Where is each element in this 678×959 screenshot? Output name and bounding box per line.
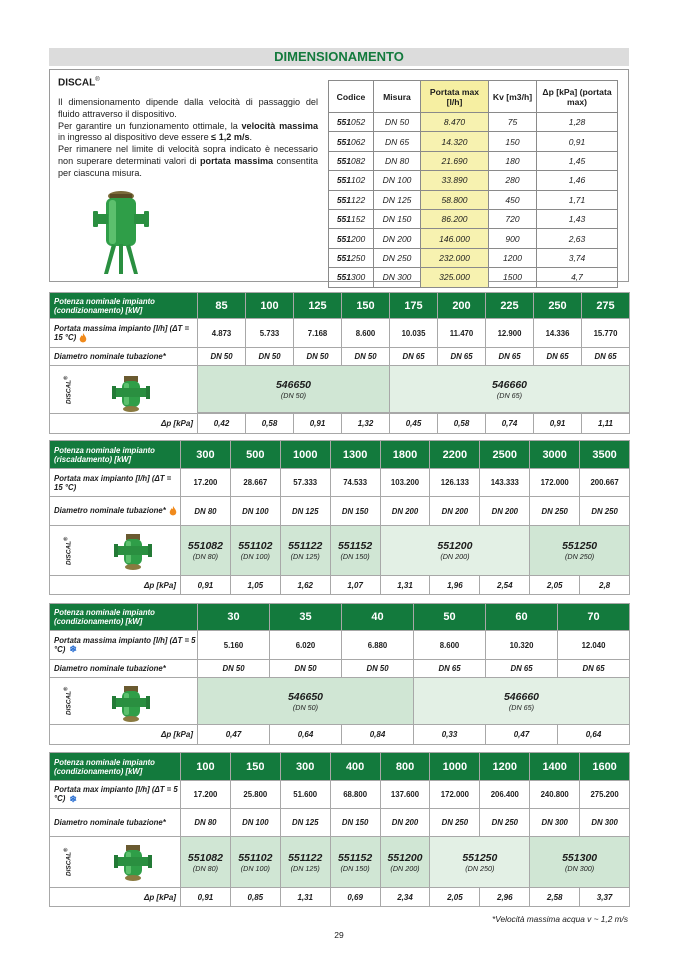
flow-cell: 11.470 — [438, 319, 486, 348]
diameter-cell: DN 300 — [580, 809, 630, 837]
diameter-cell: DN 300 — [530, 809, 580, 837]
page-number: 29 — [334, 930, 344, 940]
model-cell: 546650 (DN 50) — [198, 366, 390, 413]
spec-code-cell: 551200 — [329, 229, 374, 248]
model-image-cell — [50, 366, 198, 414]
diameter-cell: DN 50 — [342, 660, 414, 678]
power-label: Potenza nominale impianto (condizionamento) [kW] — [50, 293, 198, 319]
power-cell: 1800 — [380, 441, 430, 469]
power-row — [50, 604, 630, 631]
spec-size-cell: DN 50 — [374, 113, 421, 132]
pressure-drop-cell: 0,69 — [330, 888, 380, 907]
spec-flow-cell: 21.690 — [421, 151, 489, 170]
diameter-cell: DN 65 — [390, 348, 438, 366]
sizing-table-cooling-dt5-small — [49, 603, 630, 745]
power-cell: 1400 — [530, 753, 580, 781]
spec-row — [329, 209, 618, 228]
power-cell: 70 — [558, 604, 630, 631]
model-image-cell — [50, 678, 198, 725]
diameter-cell: DN 65 — [558, 660, 630, 678]
pressure-drop-cell: 0,64 — [558, 725, 630, 745]
spec-dp-cell: 1,28 — [537, 113, 618, 132]
flow-cell: 28.667 — [230, 469, 280, 497]
pressure-drop-cell: 0,47 — [486, 725, 558, 745]
pressure-drop-cell: 1,32 — [342, 414, 390, 434]
spec-header-code: Codice — [329, 81, 374, 113]
model-image-cell — [50, 837, 181, 888]
flow-cell: 103.200 — [380, 469, 430, 497]
flow-cell: 206.400 — [480, 781, 530, 809]
power-cell: 1200 — [480, 753, 530, 781]
flow-cell: 137.600 — [380, 781, 430, 809]
flow-cell: 10.320 — [486, 631, 558, 660]
diameter-cell: DN 250 — [480, 809, 530, 837]
sizing-table-heating-dt15 — [49, 440, 630, 595]
spec-size-cell: DN 200 — [374, 229, 421, 248]
pressure-drop-cell: 0,58 — [438, 414, 486, 434]
pressure-drop-cell: 1,07 — [330, 576, 380, 595]
power-cell: 3500 — [580, 441, 630, 469]
diameter-row — [50, 497, 630, 526]
spec-dp-cell: 1,43 — [537, 209, 618, 228]
spec-code-cell: 551102 — [329, 171, 374, 190]
flow-cell: 8.600 — [414, 631, 486, 660]
power-row — [50, 293, 630, 319]
diameter-cell: DN 200 — [480, 497, 530, 526]
flow-row — [50, 781, 630, 809]
flow-cell: 8.600 — [342, 319, 390, 348]
diameter-label: Diametro nominale tubazione* — [50, 497, 181, 526]
spec-kv-cell: 900 — [489, 229, 537, 248]
pressure-drop-cell: 1,31 — [380, 576, 430, 595]
model-cell: 551200 (DN 200) — [380, 526, 530, 576]
spec-kv-cell: 75 — [489, 113, 537, 132]
diameter-cell: DN 250 — [430, 809, 480, 837]
power-label: Potenza nominale impianto (condizionamento) [kW] — [50, 604, 198, 631]
intro-paragraph-3: Per rimanere nel limite di velocità sopra indicato è necessario non superare determinati valori di portata massima consentita per ciascuna misura. — [58, 144, 318, 178]
flow-label: Portata massima impianto [l/h] (ΔT = 15 °C) — [50, 319, 198, 348]
pressure-drop-cell: 0,74 — [486, 414, 534, 434]
spec-dp-cell: 4,7 — [537, 268, 618, 287]
spec-kv-cell: 180 — [489, 151, 537, 170]
power-cell: 175 — [390, 293, 438, 319]
flow-cell: 6.880 — [342, 631, 414, 660]
footnote: *Velocità massima acqua v ~ 1,2 m/s — [492, 914, 628, 924]
flow-cell: 7.168 — [294, 319, 342, 348]
model-image-cell — [50, 526, 181, 576]
power-cell: 400 — [330, 753, 380, 781]
spec-size-cell: DN 300 — [374, 268, 421, 287]
spec-dp-cell: 0,91 — [537, 132, 618, 151]
power-cell: 50 — [414, 604, 486, 631]
brand-title: DISCAL® — [58, 77, 100, 89]
flow-row — [50, 469, 630, 497]
snowflake-icon: ❄ — [69, 793, 77, 804]
spec-size-cell: DN 250 — [374, 248, 421, 267]
power-cell: 1600 — [580, 753, 630, 781]
spec-row — [329, 151, 618, 170]
spec-flow-cell: 33.890 — [421, 171, 489, 190]
flow-cell: 74.533 — [330, 469, 380, 497]
spec-row — [329, 229, 618, 248]
diameter-cell: DN 50 — [246, 348, 294, 366]
spec-code-cell: 551062 — [329, 132, 374, 151]
flow-cell: 172.000 — [430, 781, 480, 809]
model-cell: 551152 (DN 150) — [330, 526, 380, 576]
discal-separator-image — [114, 530, 152, 572]
power-cell: 85 — [198, 293, 246, 319]
diameter-cell: DN 125 — [280, 497, 330, 526]
spec-code-cell: 551052 — [329, 113, 374, 132]
flow-cell: 126.133 — [430, 469, 480, 497]
power-cell: 150 — [230, 753, 280, 781]
diameter-cell: DN 200 — [380, 809, 430, 837]
spec-flow-cell: 58.800 — [421, 190, 489, 209]
spec-kv-cell: 450 — [489, 190, 537, 209]
spec-kv-cell: 280 — [489, 171, 537, 190]
diameter-cell: DN 250 — [580, 497, 630, 526]
power-cell: 2200 — [430, 441, 480, 469]
spec-flow-cell: 86.200 — [421, 209, 489, 228]
pressure-drop-cell: 0,45 — [390, 414, 438, 434]
flow-cell: 4.873 — [198, 319, 246, 348]
model-row — [50, 366, 630, 413]
pressure-drop-cell: 2,05 — [430, 888, 480, 907]
diameter-cell: DN 50 — [342, 348, 390, 366]
discal-vertical-label: DISCAL® — [63, 686, 73, 716]
power-cell: 40 — [342, 604, 414, 631]
flow-cell: 51.600 — [280, 781, 330, 809]
spec-size-cell: DN 150 — [374, 209, 421, 228]
pressure-drop-cell: 0,84 — [342, 725, 414, 745]
diameter-cell: DN 50 — [198, 348, 246, 366]
model-cell: 551250 (DN 250) — [530, 526, 630, 576]
model-cell: 546660 (DN 65) — [390, 366, 630, 413]
power-cell: 1000 — [280, 441, 330, 469]
spec-kv-cell: 1500 — [489, 268, 537, 287]
flow-cell: 275.200 — [580, 781, 630, 809]
diameter-cell: DN 125 — [280, 809, 330, 837]
power-cell: 250 — [534, 293, 582, 319]
diameter-cell: DN 65 — [486, 348, 534, 366]
diameter-cell: DN 100 — [230, 497, 280, 526]
spec-code-cell: 551250 — [329, 248, 374, 267]
flow-label: Portata max impianto [l/h] (ΔT = 5 °C) ❄ — [50, 781, 181, 809]
spec-row — [329, 132, 618, 151]
spec-dp-cell: 1,71 — [537, 190, 618, 209]
power-cell: 225 — [486, 293, 534, 319]
diameter-cell: DN 200 — [430, 497, 480, 526]
pressure-drop-cell: 2,54 — [480, 576, 530, 595]
pressure-drop-row — [50, 888, 630, 907]
power-cell: 800 — [380, 753, 430, 781]
diameter-label: Diametro nominale tubazione* — [50, 348, 198, 366]
flow-cell: 68.800 — [330, 781, 380, 809]
model-cell: 551102 (DN 100) — [230, 837, 280, 888]
pressure-drop-cell: 3,37 — [580, 888, 630, 907]
flow-cell: 5.733 — [246, 319, 294, 348]
spec-dp-cell: 1,46 — [537, 171, 618, 190]
sizing-table-cooling-dt15 — [49, 292, 630, 434]
pressure-drop-cell: 2,58 — [530, 888, 580, 907]
diameter-cell: DN 65 — [438, 348, 486, 366]
flow-cell: 17.200 — [181, 469, 231, 497]
pressure-drop-cell: 0,85 — [230, 888, 280, 907]
spec-size-cell: DN 80 — [374, 151, 421, 170]
spec-kv-cell: 150 — [489, 132, 537, 151]
model-cell: 546650 (DN 50) — [198, 678, 414, 725]
power-label: Potenza nominale impianto (condizionamento) [kW] — [50, 753, 181, 781]
model-cell: 551300 (DN 300) — [530, 837, 630, 888]
discal-separator-image — [92, 186, 150, 278]
model-cell: 551200 (DN 200) — [380, 837, 430, 888]
power-cell: 35 — [270, 604, 342, 631]
power-cell: 30 — [198, 604, 270, 631]
pressure-drop-cell: 2,96 — [480, 888, 530, 907]
discal-vertical-label: DISCAL® — [63, 375, 73, 404]
flow-cell: 5.160 — [198, 631, 270, 660]
intro-text — [58, 97, 318, 180]
flow-cell: 12.900 — [486, 319, 534, 348]
spec-row — [329, 113, 618, 132]
diameter-label: Diametro nominale tubazione* — [50, 660, 198, 678]
spec-code-cell: 551300 — [329, 268, 374, 287]
spec-header-flow: Portata max [l/h] — [421, 81, 489, 113]
model-cell: 551152 (DN 150) — [330, 837, 380, 888]
power-cell: 100 — [181, 753, 231, 781]
pressure-drop-cell: 1,05 — [230, 576, 280, 595]
pressure-drop-cell: 0,47 — [198, 725, 270, 745]
pressure-drop-label: Δp [kPa] — [50, 725, 198, 745]
diameter-cell: DN 50 — [198, 660, 270, 678]
model-cell: 551082 (DN 80) — [181, 526, 231, 576]
pressure-drop-cell: 0,91 — [181, 888, 231, 907]
flow-cell: 172.000 — [530, 469, 580, 497]
spec-row — [329, 248, 618, 267]
power-cell: 3000 — [530, 441, 580, 469]
spec-row — [329, 171, 618, 190]
pressure-drop-cell: 0,91 — [294, 414, 342, 434]
power-cell: 150 — [342, 293, 390, 319]
power-cell: 1000 — [430, 753, 480, 781]
spec-code-cell: 551122 — [329, 190, 374, 209]
discal-separator-image — [114, 841, 152, 883]
diameter-cell: DN 65 — [582, 348, 630, 366]
discal-vertical-label: DISCAL® — [63, 847, 73, 877]
diameter-cell: DN 150 — [330, 497, 380, 526]
diameter-cell: DN 80 — [181, 497, 231, 526]
diameter-cell: DN 200 — [380, 497, 430, 526]
diameter-cell: DN 65 — [534, 348, 582, 366]
power-row — [50, 753, 630, 781]
pressure-drop-cell: 2,05 — [530, 576, 580, 595]
intro-paragraph-2: Per garantire un funzionamento ottimale, la velocità massima in ingresso al dispositivo deve essere ≤ 1,2 m/s. — [58, 120, 318, 143]
spec-header-size: Misura — [374, 81, 421, 113]
power-cell: 1300 — [330, 441, 380, 469]
diameter-row — [50, 348, 630, 366]
spec-header-kv: Kv [m3/h] — [489, 81, 537, 113]
flow-cell: 10.035 — [390, 319, 438, 348]
flow-cell: 12.040 — [558, 631, 630, 660]
flame-icon — [79, 333, 87, 343]
power-cell: 200 — [438, 293, 486, 319]
diameter-cell: DN 250 — [530, 497, 580, 526]
power-cell: 500 — [230, 441, 280, 469]
flow-cell: 15.770 — [582, 319, 630, 348]
spec-kv-cell: 1200 — [489, 248, 537, 267]
spec-code-cell: 551082 — [329, 151, 374, 170]
power-label: Potenza nominale impianto (riscaldamento) [kW] — [50, 441, 181, 469]
model-cell: 546660 (DN 65) — [414, 678, 630, 725]
pressure-drop-cell: 1,31 — [280, 888, 330, 907]
diameter-cell: DN 50 — [270, 660, 342, 678]
flow-cell: 143.333 — [480, 469, 530, 497]
diameter-label: Diametro nominale tubazione* — [50, 809, 181, 837]
intro-box — [49, 69, 629, 282]
section-title: DIMENSIONAMENTO — [49, 48, 629, 66]
spec-flow-cell: 8.470 — [421, 113, 489, 132]
pressure-drop-cell: 1,96 — [430, 576, 480, 595]
flow-cell: 57.333 — [280, 469, 330, 497]
diameter-cell: DN 100 — [230, 809, 280, 837]
pressure-drop-cell: 0,58 — [246, 414, 294, 434]
flow-cell: 25.800 — [230, 781, 280, 809]
spec-flow-cell: 146.000 — [421, 229, 489, 248]
power-row — [50, 441, 630, 469]
pressure-drop-cell: 0,91 — [534, 414, 582, 434]
spec-size-cell: DN 100 — [374, 171, 421, 190]
diameter-cell: DN 80 — [181, 809, 231, 837]
model-row — [50, 526, 630, 576]
diameter-cell: DN 150 — [330, 809, 380, 837]
power-cell: 2500 — [480, 441, 530, 469]
flow-label: Portata massima impianto [l/h] (ΔT = 5 °C) ❄ — [50, 631, 198, 660]
power-cell: 60 — [486, 604, 558, 631]
spec-size-cell: DN 65 — [374, 132, 421, 151]
spec-header-dp: Δp [kPa] (portata max) — [537, 81, 618, 113]
sizing-table-cooling-dt5-large — [49, 752, 630, 907]
pressure-drop-cell: 2,8 — [580, 576, 630, 595]
discal-vertical-label: DISCAL® — [63, 536, 73, 565]
pressure-drop-cell: 0,33 — [414, 725, 486, 745]
model-cell: 551122 (DN 125) — [280, 526, 330, 576]
model-row — [50, 678, 630, 725]
pressure-drop-cell: 0,42 — [198, 414, 246, 434]
model-cell: 551250 (DN 250) — [430, 837, 530, 888]
model-cell: 551122 (DN 125) — [280, 837, 330, 888]
power-cell: 100 — [246, 293, 294, 319]
spec-row — [329, 190, 618, 209]
spec-code-cell: 551152 — [329, 209, 374, 228]
pressure-drop-row — [50, 725, 630, 745]
model-cell: 551102 (DN 100) — [230, 526, 280, 576]
spec-flow-cell: 325.000 — [421, 268, 489, 287]
pressure-drop-cell: 2,34 — [380, 888, 430, 907]
model-cell: 551082 (DN 80) — [181, 837, 231, 888]
spec-flow-cell: 14.320 — [421, 132, 489, 151]
pressure-drop-cell: 1,11 — [582, 414, 630, 434]
spec-dp-cell: 3,74 — [537, 248, 618, 267]
pressure-drop-label: Δp [kPa] — [50, 888, 181, 907]
pressure-drop-label: Δp [kPa] — [50, 576, 181, 595]
pressure-drop-cell: 0,91 — [181, 576, 231, 595]
flow-cell: 14.336 — [534, 319, 582, 348]
power-cell: 275 — [582, 293, 630, 319]
pressure-drop-row — [50, 576, 630, 595]
flow-label: Portata max impianto [l/h] (ΔT = 15 °C) — [50, 469, 181, 497]
pressure-drop-row — [50, 414, 630, 434]
diameter-row — [50, 660, 630, 678]
model-row — [50, 837, 630, 888]
spec-flow-cell: 232.000 — [421, 248, 489, 267]
flow-cell: 6.020 — [270, 631, 342, 660]
spec-row — [329, 268, 618, 287]
pressure-drop-cell: 0,64 — [270, 725, 342, 745]
flow-row — [50, 631, 630, 660]
power-cell: 300 — [181, 441, 231, 469]
flow-row — [50, 319, 630, 348]
spec-dp-cell: 1,45 — [537, 151, 618, 170]
power-cell: 300 — [280, 753, 330, 781]
discal-separator-image — [112, 682, 150, 724]
spec-dp-cell: 2,63 — [537, 229, 618, 248]
pressure-drop-cell: 1,62 — [280, 576, 330, 595]
snowflake-icon: ❄ — [69, 644, 77, 655]
diameter-cell: DN 65 — [486, 660, 558, 678]
flow-cell: 200.667 — [580, 469, 630, 497]
flame-icon — [169, 506, 177, 516]
spec-size-cell: DN 125 — [374, 190, 421, 209]
power-cell: 125 — [294, 293, 342, 319]
diameter-cell: DN 65 — [414, 660, 486, 678]
flow-cell: 240.800 — [530, 781, 580, 809]
pressure-drop-label: Δp [kPa] — [50, 414, 198, 434]
diameter-row — [50, 809, 630, 837]
flow-cell: 17.200 — [181, 781, 231, 809]
diameter-cell: DN 50 — [294, 348, 342, 366]
spec-table — [328, 80, 618, 288]
discal-separator-image — [112, 372, 150, 414]
intro-paragraph-1: Il dimensionamento dipende dalla velocità di passaggio del fluido attraverso il dispositivo. — [58, 97, 318, 119]
spec-kv-cell: 720 — [489, 209, 537, 228]
